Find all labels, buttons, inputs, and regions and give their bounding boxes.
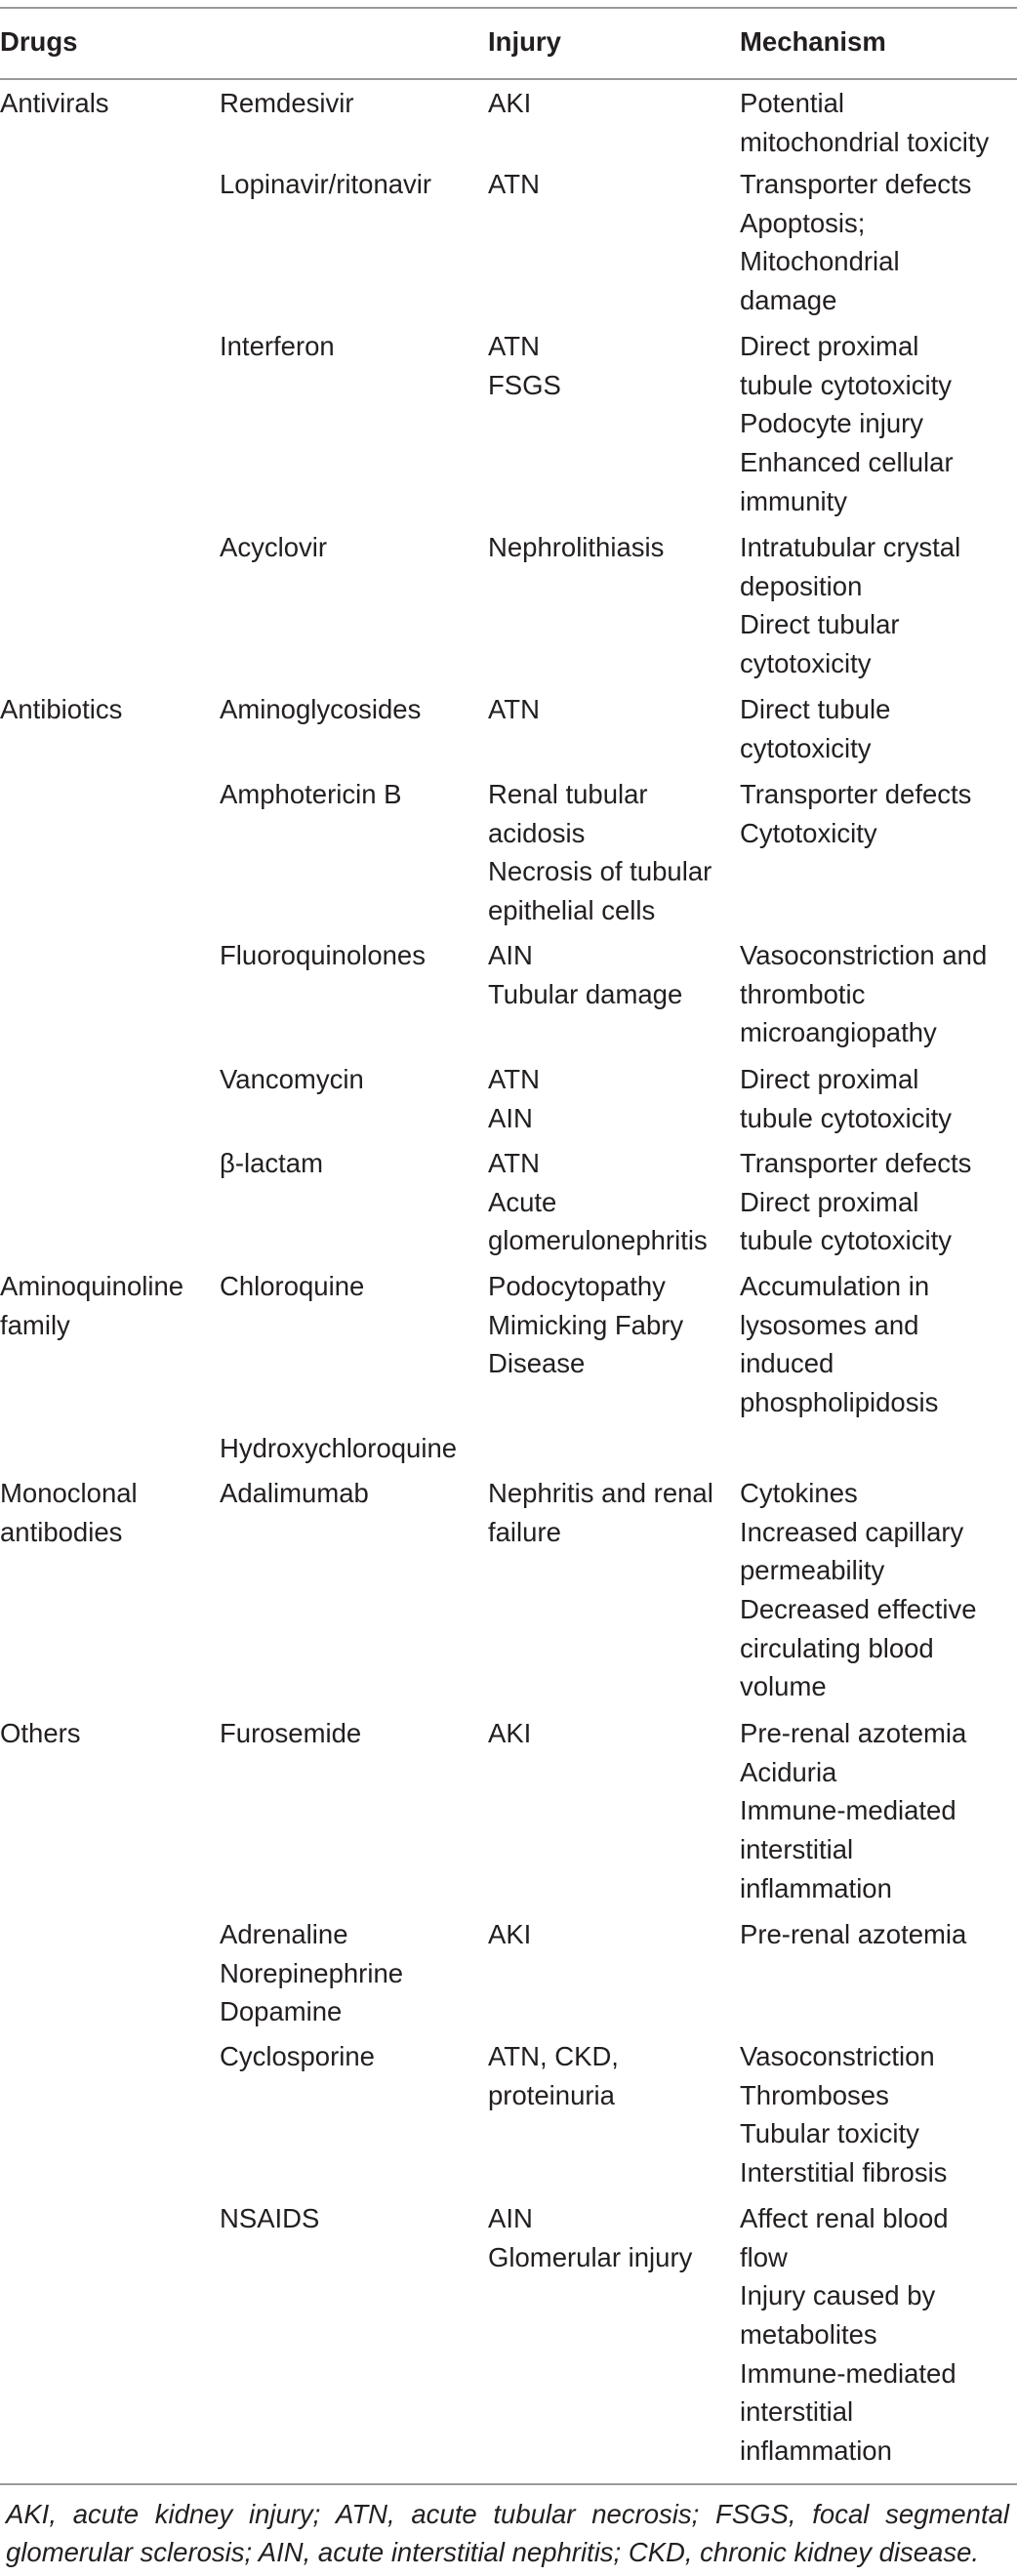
mechanism-cell-line: tubule cytotoxicity — [740, 1102, 953, 1133]
injury-cell-line: ATN, CKD, — [488, 2041, 619, 2072]
mechanism-cell-line: metabolites — [740, 2318, 877, 2350]
injury-cell-line: Tubular damage — [488, 978, 683, 1009]
drug-class-cell — [0, 1056, 220, 1140]
table-row — [0, 1710, 1017, 1911]
agent-cell-line: Hydroxychloroquine — [220, 1433, 458, 1464]
mechanism-cell-line: Mitochondrial — [740, 246, 900, 277]
agent-cell — [220, 2195, 488, 2475]
mechanism-cell-line: Vasoconstriction — [740, 2041, 935, 2072]
drug-class-cell — [0, 1911, 220, 2033]
mechanism-cell-line: Interstitial fibrosis — [740, 2156, 948, 2188]
mechanism-cell-line: induced — [740, 1348, 834, 1379]
injury-cell — [488, 1911, 740, 2033]
mechanism-cell-line: damage — [740, 284, 837, 315]
mechanism-cell — [740, 1263, 1017, 1425]
injury-cell — [488, 1425, 740, 1470]
header-drugs: Drugs — [0, 8, 220, 79]
injury-cell — [488, 524, 740, 686]
header-row — [0, 8, 1017, 79]
table-row — [0, 1911, 1017, 2033]
agent-cell — [220, 1263, 488, 1425]
injury-cell-line: Nephrolithiasis — [488, 532, 665, 563]
mechanism-cell-line: Increased capillary — [740, 1516, 964, 1547]
injury-cell-line: AKI — [488, 1919, 532, 1950]
mechanism-cell — [740, 323, 1017, 524]
injury-cell-line: epithelial cells — [488, 894, 656, 925]
agent-cell — [220, 686, 488, 771]
injury-cell — [488, 1470, 740, 1710]
mechanism-cell-line: Pre-renal azotemia — [740, 1919, 967, 1950]
mechanism-cell-line: Intratubular crystal — [740, 532, 961, 563]
agent-cell — [220, 524, 488, 686]
mechanism-cell — [740, 932, 1017, 1056]
table-row — [0, 1470, 1017, 1710]
agent-cell-line: Furosemide — [220, 1718, 362, 1749]
mechanism-cell-line: Apoptosis; — [740, 207, 866, 238]
agent-cell-line: Acyclovir — [220, 532, 328, 563]
table-header — [0, 8, 1017, 79]
mechanism-cell — [740, 771, 1017, 932]
table-row — [0, 323, 1017, 524]
mechanism-cell-line: Transporter defects — [740, 779, 972, 810]
table-row — [0, 1425, 1017, 1470]
table-row — [0, 686, 1017, 771]
injury-cell-line: AIN — [488, 2203, 533, 2234]
injury-cell-line: acidosis — [488, 817, 586, 848]
drug-class-cell — [0, 771, 220, 932]
drug-class-cell — [0, 2033, 220, 2195]
mechanism-cell-line: Vasoconstriction and — [740, 940, 988, 971]
header-mechanism: Mechanism — [740, 8, 1017, 79]
header-injury: Injury — [488, 8, 740, 79]
table-row — [0, 79, 1017, 161]
agent-cell-line: Vancomycin — [220, 1064, 364, 1095]
mechanism-cell-line: Decreased effective — [740, 1593, 977, 1624]
drug-class-cell-line: Aminoquinoline — [0, 1271, 184, 1302]
injury-cell — [488, 79, 740, 161]
injury-cell — [488, 1056, 740, 1140]
mechanism-cell-line: Injury caused by — [740, 2280, 936, 2311]
injury-cell-line: AKI — [488, 1718, 532, 1749]
agent-cell-line: Norepinephrine — [220, 1957, 404, 1988]
table-row — [0, 161, 1017, 323]
mechanism-cell — [740, 1470, 1017, 1710]
agent-cell — [220, 771, 488, 932]
mechanism-cell-line: volume — [740, 1671, 827, 1702]
mechanism-cell — [740, 161, 1017, 323]
mechanism-cell-line: Cytotoxicity — [740, 817, 877, 848]
agent-cell-line: Chloroquine — [220, 1271, 365, 1302]
injury-cell — [488, 2195, 740, 2475]
table-row — [0, 771, 1017, 932]
drug-class-cell — [0, 524, 220, 686]
mechanism-cell-line: Enhanced cellular — [740, 446, 954, 477]
mechanism-cell-line: tubule cytotoxicity — [740, 369, 953, 400]
mechanism-cell-line: Direct proximal — [740, 1186, 919, 1217]
mechanism-cell-line: Potential — [740, 88, 845, 118]
injury-cell-line: ATN — [488, 169, 540, 200]
drug-class-cell — [0, 2195, 220, 2475]
injury-cell-line: AKI — [488, 88, 532, 118]
agent-cell-line: Dopamine — [220, 1996, 343, 2027]
mechanism-cell-line: flow — [740, 2241, 788, 2272]
agent-cell-line: β-lactam — [220, 1148, 323, 1179]
mechanism-cell — [740, 524, 1017, 686]
injury-cell-line: Glomerular injury — [488, 2241, 693, 2272]
mechanism-cell-line: Immune-mediated — [740, 1795, 956, 1826]
agent-cell — [220, 1710, 488, 1911]
mechanism-cell — [740, 2195, 1017, 2475]
drug-class-cell — [0, 1140, 220, 1263]
drug-class-cell — [0, 1263, 220, 1425]
mechanism-cell-line: Cytokines — [740, 1478, 858, 1509]
mechanism-cell — [740, 1425, 1017, 1470]
table-row — [0, 1140, 1017, 1263]
mechanism-cell-line: circulating blood — [740, 1632, 934, 1663]
table-row — [0, 2033, 1017, 2195]
table-row — [0, 524, 1017, 686]
mechanism-cell-line: cytotoxicity — [740, 647, 872, 678]
mechanism-cell-line: microangiopathy — [740, 1017, 937, 1048]
agent-cell — [220, 1140, 488, 1263]
injury-cell-line: ATN — [488, 1064, 540, 1095]
agent-cell — [220, 79, 488, 161]
injury-cell — [488, 686, 740, 771]
mechanism-cell-line: immunity — [740, 485, 848, 516]
mechanism-cell-line: Direct tubule — [740, 694, 891, 725]
mechanism-cell — [740, 79, 1017, 161]
injury-cell-line: ATN — [488, 1148, 540, 1179]
drug-class-cell — [0, 161, 220, 323]
drug-class-cell-line: Antivirals — [0, 88, 109, 118]
drug-class-cell — [0, 323, 220, 524]
injury-cell — [488, 1140, 740, 1263]
agent-cell-line: Interferon — [220, 331, 335, 362]
mechanism-cell-line: permeability — [740, 1555, 885, 1586]
mechanism-cell-line: Affect renal blood — [740, 2203, 949, 2234]
injury-cell-line: Disease — [488, 1348, 586, 1379]
agent-cell — [220, 323, 488, 524]
drug-class-cell-line: Antibiotics — [0, 694, 123, 725]
injury-cell-line: Nephritis and renal — [488, 1478, 713, 1509]
mechanism-cell-line: Pre-renal azotemia — [740, 1718, 967, 1749]
mechanism-cell-line: Immune-mediated — [740, 2357, 956, 2389]
mechanism-cell-line: deposition — [740, 570, 863, 601]
injury-cell-line: glomerulonephritis — [488, 1225, 708, 1256]
drug-class-cell-line: Monoclonal — [0, 1478, 138, 1509]
injury-cell-line: AIN — [488, 1102, 533, 1133]
table-bottom-rule — [0, 2483, 1017, 2485]
mechanism-cell-line: interstitial — [740, 1833, 854, 1864]
injury-cell — [488, 771, 740, 932]
table-row — [0, 2195, 1017, 2475]
table-footnote: AKI, acute kidney injury; ATN, acute tubular necrosis; FSGS, focal segmental glomerular sclerosis; AIN, acute interstitial nephritis; CKD, chronic kidney disease. — [6, 2499, 1009, 2567]
agent-cell-line: Adrenaline — [220, 1919, 348, 1950]
mechanism-cell — [740, 1911, 1017, 2033]
agent-cell-line: Cyclosporine — [220, 2041, 375, 2072]
table-body — [0, 79, 1017, 2475]
mechanism-cell-line: thrombotic — [740, 978, 866, 1009]
mechanism-cell-line: Transporter defects — [740, 1148, 972, 1179]
mechanism-cell-line: tubule cytotoxicity — [740, 1225, 953, 1256]
drug-class-cell — [0, 1710, 220, 1911]
injury-cell-line: failure — [488, 1516, 561, 1547]
table-row — [0, 932, 1017, 1056]
injury-cell-line: proteinuria — [488, 2079, 615, 2110]
mechanism-cell-line: inflammation — [740, 2434, 892, 2466]
drug-class-cell-line: Others — [0, 1718, 81, 1749]
mechanism-cell — [740, 1056, 1017, 1140]
agent-cell — [220, 1425, 488, 1470]
injury-cell-line: Renal tubular — [488, 779, 648, 810]
table-row — [0, 1263, 1017, 1425]
mechanism-cell-line: cytotoxicity — [740, 732, 872, 763]
mechanism-cell-line: mitochondrial toxicity — [740, 126, 990, 157]
injury-cell-line: ATN — [488, 694, 540, 725]
drug-class-cell-line: antibodies — [0, 1516, 123, 1547]
mechanism-cell — [740, 2033, 1017, 2195]
injury-cell — [488, 1263, 740, 1425]
drug-nephrotoxicity-table — [0, 7, 1017, 2475]
injury-cell-line: Acute — [488, 1186, 557, 1217]
agent-cell — [220, 1470, 488, 1710]
injury-cell-line: Necrosis of tubular — [488, 856, 712, 887]
agent-cell — [220, 1911, 488, 2033]
mechanism-cell-line: Direct proximal — [740, 1064, 919, 1095]
agent-cell — [220, 2033, 488, 2195]
injury-cell-line: Mimicking Fabry — [488, 1309, 684, 1340]
mechanism-cell-line: Direct tubular — [740, 609, 900, 640]
mechanism-cell-line: lysosomes and — [740, 1309, 919, 1340]
agent-cell-line: NSAIDS — [220, 2203, 320, 2234]
agent-cell-line: Fluoroquinolones — [220, 940, 426, 971]
agent-cell-line: Remdesivir — [220, 88, 354, 118]
mechanism-cell-line: Direct proximal — [740, 331, 919, 362]
agent-cell-line: Amphotericin B — [220, 779, 402, 810]
mechanism-cell-line: Aciduria — [740, 1756, 837, 1787]
table-row — [0, 1056, 1017, 1140]
mechanism-cell-line: Transporter defects — [740, 169, 972, 200]
mechanism-cell-line: inflammation — [740, 1872, 892, 1903]
drug-class-cell — [0, 932, 220, 1056]
drug-class-cell — [0, 1425, 220, 1470]
agent-cell — [220, 161, 488, 323]
drug-class-cell — [0, 79, 220, 161]
agent-cell — [220, 1056, 488, 1140]
mechanism-cell — [740, 1140, 1017, 1263]
mechanism-cell-line: Podocyte injury — [740, 408, 924, 439]
drug-class-cell — [0, 686, 220, 771]
injury-cell-line: Podocytopathy — [488, 1271, 666, 1302]
injury-cell — [488, 932, 740, 1056]
agent-cell — [220, 932, 488, 1056]
mechanism-cell — [740, 686, 1017, 771]
header-agent — [220, 8, 488, 79]
mechanism-cell — [740, 1710, 1017, 1911]
injury-cell-line: AIN — [488, 940, 533, 971]
injury-cell-line: FSGS — [488, 369, 561, 400]
drug-class-cell-line: family — [0, 1309, 70, 1340]
injury-cell — [488, 2033, 740, 2195]
mechanism-cell-line: Accumulation in — [740, 1271, 930, 1302]
injury-cell — [488, 161, 740, 323]
mechanism-cell-line: phospholipidosis — [740, 1386, 939, 1417]
injury-cell — [488, 323, 740, 524]
injury-cell — [488, 1710, 740, 1911]
agent-cell-line: Adalimumab — [220, 1478, 369, 1509]
mechanism-cell-line: Thromboses — [740, 2079, 889, 2110]
injury-cell-line: ATN — [488, 331, 540, 362]
drug-class-cell — [0, 1470, 220, 1710]
agent-cell-line: Lopinavir/ritonavir — [220, 169, 432, 200]
agent-cell-line: Aminoglycosides — [220, 694, 422, 725]
mechanism-cell-line: interstitial — [740, 2396, 854, 2428]
mechanism-cell-line: Tubular toxicity — [740, 2118, 919, 2149]
